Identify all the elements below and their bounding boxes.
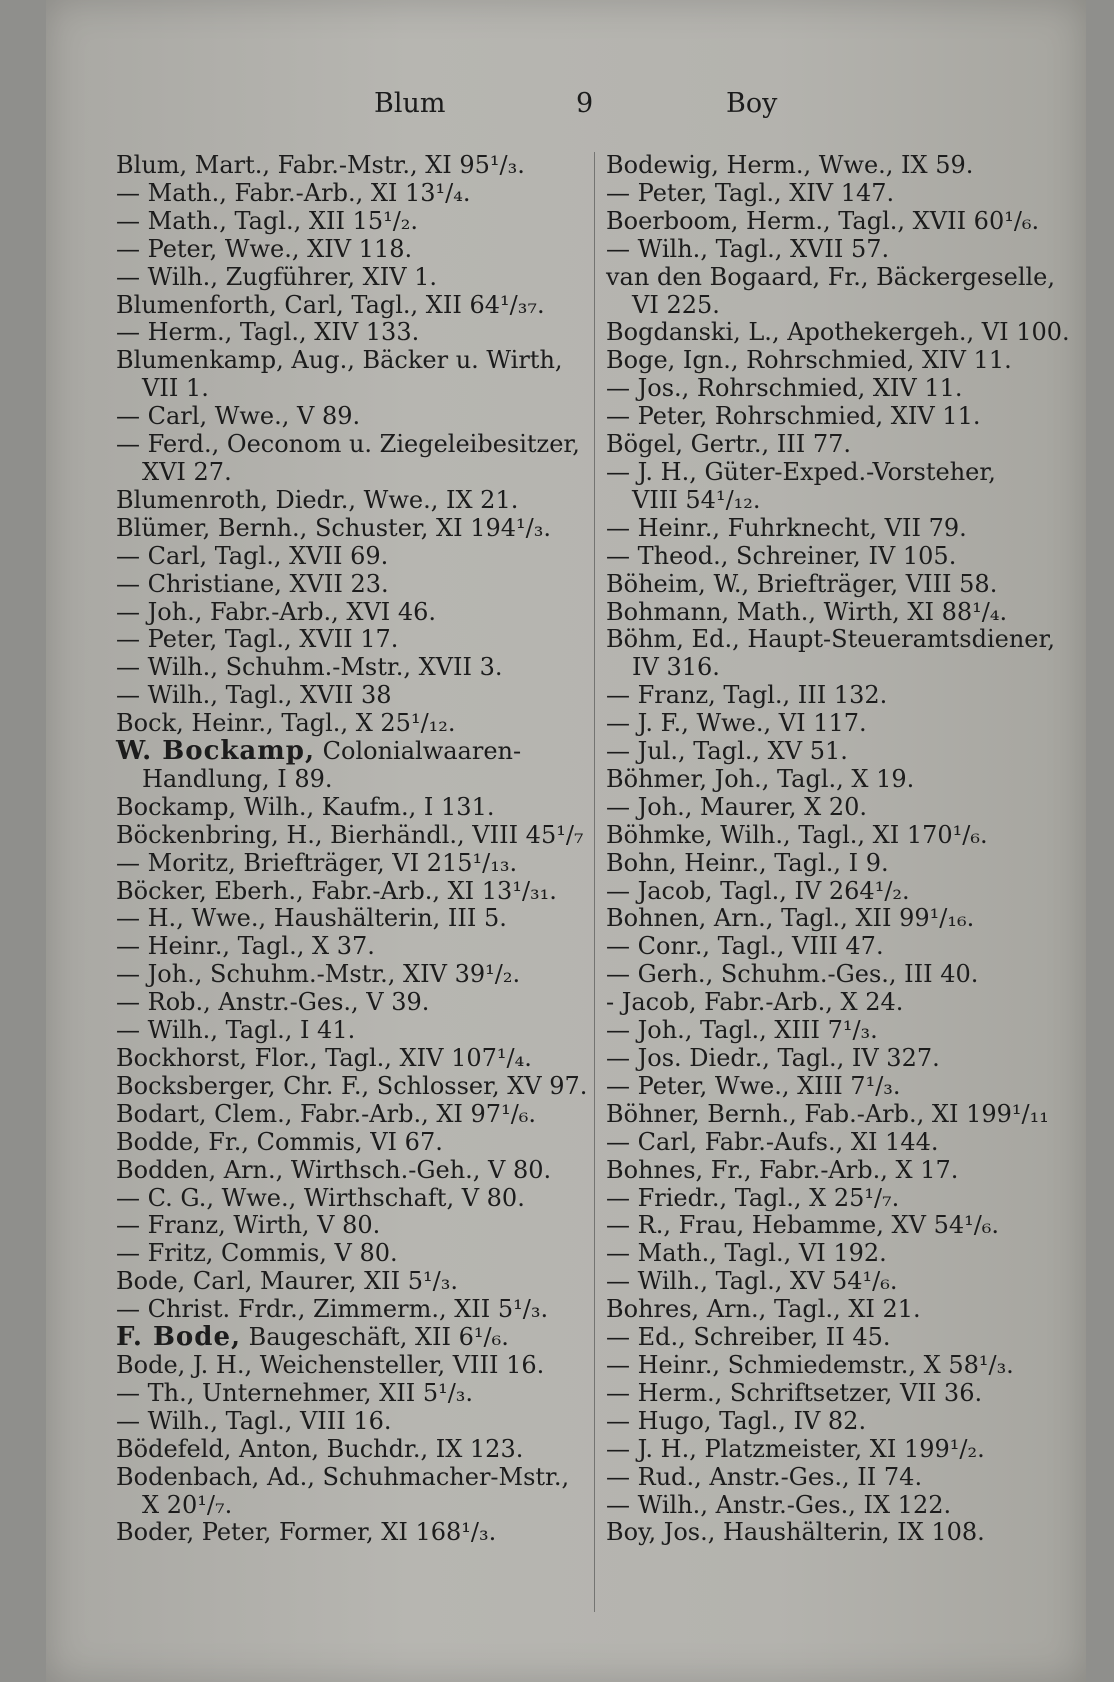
entry-text: — Heinr., Tagl., X 37.: [116, 932, 375, 961]
entry-continuation: Handlung, I 89.: [142, 764, 333, 793]
directory-entry: [116, 487, 596, 515]
entry-text: — Ferd., Oeconom u. Ziegeleibesitzer,: [116, 430, 580, 459]
directory-entry: [606, 180, 1076, 208]
entry-text: — Wilh., Tagl., XV 54¹/₆.: [606, 1267, 898, 1296]
directory-entry: [606, 1380, 1076, 1408]
entry-text: — Peter, Tagl., XVII 17.: [116, 625, 399, 654]
directory-page: [46, 0, 1086, 1682]
entry-text: — Herm., Tagl., XIV 133.: [116, 318, 420, 347]
entry-text: Bockhorst, Flor., Tagl., XIV 107¹/₄.: [116, 1044, 532, 1072]
directory-entry: [606, 905, 1076, 933]
directory-entry: [606, 1073, 1076, 1101]
entry-text: Bogdanski, L., Apothekergeh., VI 100.: [606, 318, 1070, 347]
directory-entry: [116, 1324, 596, 1352]
entry-text: — Wilh., Zugführer, XIV 1.: [116, 262, 438, 291]
directory-entry: [606, 710, 1076, 738]
directory-entry: [116, 961, 596, 989]
directory-entry: [116, 1185, 596, 1213]
entry-text: Böhm, Ed., Haupt-Steueramtsdiener,: [606, 625, 1055, 654]
entry-text: Bode, Carl, Maurer, XII 5¹/₃.: [116, 1267, 458, 1296]
entry-text: — Wilh., Tagl., VIII 16.: [116, 1406, 392, 1435]
directory-entry: [606, 961, 1076, 989]
entry-continuation: VIII 54¹/₁₂.: [632, 485, 761, 514]
directory-entry: [606, 1296, 1076, 1324]
entry-text: Boder, Peter, Former, XI 168¹/₃.: [116, 1518, 497, 1547]
entry-firm-name: F. Bode,: [116, 1322, 242, 1353]
entry-text: — Hugo, Tagl., IV 82.: [606, 1406, 867, 1435]
entry-text: — Jacob, Tagl., IV 264¹/₂.: [606, 876, 910, 905]
directory-entry: [116, 236, 596, 264]
directory-entry: [116, 347, 596, 403]
entry-text: Bohn, Heinr., Tagl., I 9.: [606, 848, 889, 877]
directory-entry: [606, 1212, 1076, 1240]
directory-entry: [116, 1240, 596, 1268]
entry-text: Baugeschäft, XII 6¹/₆.: [241, 1323, 509, 1352]
entry-text: van den Bogaard, Fr., Bäckergeselle,: [606, 262, 1056, 291]
entry-text: — Joh., Fabr.-Arb., XVI 46.: [116, 597, 437, 626]
directory-entry: [606, 264, 1076, 320]
entry-continuation: X 20¹/₇.: [142, 1490, 233, 1519]
entry-text: - Jacob, Fabr.-Arb., X 24.: [606, 988, 904, 1017]
entry-text: — Jos. Diedr., Tagl., IV 327.: [606, 1044, 940, 1072]
directory-entry: [606, 1240, 1076, 1268]
entry-text: — Math., Tagl., VI 192.: [606, 1239, 887, 1268]
entry-continuation: VII 1.: [142, 374, 209, 403]
entry-text: Blümer, Bernh., Schuster, XI 194¹/₃.: [116, 513, 551, 542]
directory-entry: [606, 1101, 1076, 1129]
entry-text: — Math., Tagl., XII 15¹/₂.: [116, 206, 419, 235]
directory-entry: [116, 682, 596, 710]
directory-entry: [606, 599, 1076, 627]
entry-text: — Carl, Tagl., XVII 69.: [116, 541, 389, 570]
directory-entry: [116, 1017, 596, 1045]
entry-text: — Wilh., Schuhm.-Mstr., XVII 3.: [116, 653, 503, 682]
directory-entry: [606, 319, 1076, 347]
directory-entry: [116, 1129, 596, 1157]
directory-entry: [116, 878, 596, 906]
entry-text: Böhmer, Joh., Tagl., X 19.: [606, 764, 915, 793]
entry-text: — Franz, Tagl., III 132.: [606, 681, 888, 710]
entry-text: — Wilh., Tagl., XVII 57.: [606, 234, 890, 263]
directory-entry: [116, 543, 596, 571]
directory-entry: [606, 403, 1076, 431]
entry-text: — Moritz, Briefträger, VI 215¹/₁₃.: [116, 848, 518, 877]
entry-text: — Conr., Tagl., VIII 47.: [606, 932, 884, 961]
directory-entry: [116, 626, 596, 654]
directory-entry: [606, 459, 1076, 515]
entry-text: Bohres, Arn., Tagl., XI 21.: [606, 1295, 921, 1324]
entry-text: — Peter, Wwe., XIII 7¹/₃.: [606, 1071, 901, 1100]
directory-entry: [606, 766, 1076, 794]
entry-text: — Carl, Fabr.-Aufs., XI 144.: [606, 1127, 939, 1156]
entry-text: — Wilh., Tagl., I 41.: [116, 1016, 356, 1045]
directory-entry: [606, 1464, 1076, 1492]
header-left-keyword: Blum: [374, 88, 446, 119]
entry-text: — Wilh., Tagl., XVII 38: [116, 681, 392, 710]
directory-entry: [116, 403, 596, 431]
entry-text: — Wilh., Anstr.-Ges., IX 122.: [606, 1490, 952, 1519]
entry-text: Blumenkamp, Aug., Bäcker u. Wirth,: [116, 346, 563, 375]
directory-entry: [116, 1436, 596, 1464]
directory-entry: [606, 1352, 1076, 1380]
entry-text: Böcker, Eberh., Fabr.-Arb., XI 13¹/₃₁.: [116, 876, 557, 905]
entry-text: Bodde, Fr., Commis, VI 67.: [116, 1127, 443, 1156]
page-header: [46, 88, 1086, 128]
directory-entry: [116, 1380, 596, 1408]
entry-text: — Christ. Frdr., Zimmerm., XII 5¹/₃.: [116, 1295, 549, 1324]
directory-entry: [116, 850, 596, 878]
directory-entry: [606, 1268, 1076, 1296]
directory-entry: [606, 515, 1076, 543]
directory-entry: [116, 933, 596, 961]
entry-text: Bohnen, Arn., Tagl., XII 99¹/₁₆.: [606, 904, 975, 933]
entry-text: Colonialwaaren-: [315, 737, 522, 766]
entry-text: — Joh., Tagl., XIII 7¹/₃.: [606, 1016, 878, 1045]
directory-entry: [606, 1157, 1076, 1185]
directory-entry: [116, 152, 596, 180]
directory-entry: [116, 180, 596, 208]
entry-text: Bohmann, Math., Wirth, XI 88¹/₄.: [606, 597, 1008, 626]
directory-entry: [116, 431, 596, 487]
entry-text: Böhmke, Wilh., Tagl., XI 170¹/₆.: [606, 820, 988, 849]
entry-text: Bocksberger, Chr. F., Schlosser, XV 97.: [116, 1071, 588, 1100]
entry-text: — Math., Fabr.-Arb., XI 13¹/₄.: [116, 178, 471, 207]
column-divider: [594, 152, 595, 1612]
entry-text: — Heinr., Schmiedemstr., X 58¹/₃.: [606, 1350, 1014, 1379]
entry-text: — Th., Unternehmer, XII 5¹/₃.: [116, 1378, 474, 1407]
entry-text: Bockamp, Wilh., Kaufm., I 131.: [116, 792, 495, 821]
directory-entry: [116, 794, 596, 822]
entry-text: — H., Wwe., Haushälterin, III 5.: [116, 904, 507, 933]
entry-text: Böheim, W., Briefträger, VIII 58.: [606, 569, 998, 598]
directory-entry: [606, 1408, 1076, 1436]
directory-entry: [606, 1492, 1076, 1520]
entry-text: — Joh., Schuhm.-Mstr., XIV 39¹/₂.: [116, 960, 521, 989]
entry-text: Blumenroth, Diedr., Wwe., IX 21.: [116, 485, 519, 514]
entry-text: Böhner, Bernh., Fab.-Arb., XI 199¹/₁₁: [606, 1099, 1049, 1128]
entry-text: — Heinr., Fuhrknecht, VII 79.: [606, 513, 967, 542]
entry-text: — Christiane, XVII 23.: [116, 569, 389, 598]
entry-firm-name: W. Bockamp,: [116, 736, 316, 767]
directory-entry: [606, 1129, 1076, 1157]
directory-entry: [116, 1268, 596, 1296]
directory-entry: [116, 738, 596, 794]
entry-text: Bodart, Clem., Fabr.-Arb., XI 97¹/₆.: [116, 1099, 537, 1128]
right-column: [606, 152, 1076, 1547]
directory-entry: [606, 431, 1076, 459]
entry-text: Bode, J. H., Weichensteller, VIII 16.: [116, 1350, 545, 1379]
directory-entry: [116, 515, 596, 543]
directory-entry: [116, 822, 596, 850]
entry-text: — Gerh., Schuhm.-Ges., III 40.: [606, 960, 979, 989]
entry-text: Bock, Heinr., Tagl., X 25¹/₁₂.: [116, 709, 456, 738]
entry-text: — Rud., Anstr.-Ges., II 74.: [606, 1462, 923, 1491]
entry-text: — Fritz, Commis, V 80.: [116, 1239, 398, 1268]
entry-text: — J. H., Güter-Exped.-Vorsteher,: [606, 457, 996, 486]
entry-text: — Peter, Tagl., XIV 147.: [606, 178, 895, 207]
entry-continuation: VI 225.: [632, 290, 720, 319]
directory-entry: [116, 989, 596, 1017]
directory-entry: [116, 1212, 596, 1240]
directory-entry: [606, 850, 1076, 878]
entry-text: — Franz, Wirth, V 80.: [116, 1211, 381, 1240]
entry-text: — Herm., Schriftsetzer, VII 36.: [606, 1378, 983, 1407]
entry-continuation: XVI 27.: [142, 457, 232, 486]
entry-text: Bödefeld, Anton, Buchdr., IX 123.: [116, 1434, 524, 1463]
entry-text: — R., Frau, Hebamme, XV 54¹/₆.: [606, 1211, 1000, 1240]
entry-text: — Theod., Schreiner, IV 105.: [606, 541, 957, 570]
directory-entry: [606, 208, 1076, 236]
directory-entry: [116, 1408, 596, 1436]
directory-entry: [606, 989, 1076, 1017]
directory-entry: [116, 292, 596, 320]
entry-text: Böckenbring, H., Bierhändl., VIII 45¹/₇: [116, 820, 584, 849]
page-number: 9: [576, 88, 594, 119]
entry-text: — J. H., Platzmeister, XI 199¹/₂.: [606, 1434, 985, 1463]
entry-text: Bögel, Gertr., III 77.: [606, 430, 852, 459]
entry-text: — Peter, Rohrschmied, XIV 11.: [606, 402, 981, 431]
entry-text: Boy, Jos., Haushälterin, IX 108.: [606, 1518, 985, 1547]
left-column: [116, 152, 596, 1547]
entry-text: Boerboom, Herm., Tagl., XVII 60¹/₆.: [606, 206, 1040, 235]
directory-entry: [606, 1519, 1076, 1547]
directory-entry: [116, 1519, 596, 1547]
directory-entry: [116, 654, 596, 682]
directory-entry: [606, 738, 1076, 766]
entry-text: — Jul., Tagl., XV 51.: [606, 737, 848, 766]
directory-entry: [606, 933, 1076, 961]
directory-entry: [606, 347, 1076, 375]
directory-entry: [116, 1157, 596, 1185]
directory-entry: [606, 1185, 1076, 1213]
directory-entry: [116, 710, 596, 738]
directory-entry: [606, 543, 1076, 571]
directory-entry: [116, 319, 596, 347]
directory-entry: [116, 1464, 596, 1520]
directory-entry: [606, 1436, 1076, 1464]
directory-entry: [116, 208, 596, 236]
directory-entry: [606, 1017, 1076, 1045]
entry-text: Bodden, Arn., Wirthsch.-Geh., V 80.: [116, 1155, 552, 1184]
directory-entry: [606, 794, 1076, 822]
header-right-keyword: Boy: [726, 88, 778, 119]
directory-entry: [606, 152, 1076, 180]
entry-text: — Carl, Wwe., V 89.: [116, 402, 361, 431]
entry-text: — Friedr., Tagl., X 25¹/₇.: [606, 1183, 900, 1212]
entry-text: — Ed., Schreiber, II 45.: [606, 1323, 891, 1352]
directory-entry: [116, 1296, 596, 1324]
directory-entry: [606, 1324, 1076, 1352]
directory-entry: [116, 1045, 596, 1073]
entry-text: — Rob., Anstr.-Ges., V 39.: [116, 988, 430, 1017]
entry-continuation: IV 316.: [632, 653, 720, 682]
entry-text: — C. G., Wwe., Wirthschaft, V 80.: [116, 1183, 525, 1212]
entry-text: Boge, Ign., Rohrschmied, XIV 11.: [606, 346, 1012, 375]
entry-text: — Jos., Rohrschmied, XIV 11.: [606, 374, 963, 403]
directory-entry: [606, 375, 1076, 403]
directory-entry: [606, 626, 1076, 682]
entry-text: Blum, Mart., Fabr.-Mstr., XI 95¹/₃.: [116, 151, 525, 179]
directory-entry: [116, 571, 596, 599]
directory-entry: [116, 905, 596, 933]
directory-entry: [116, 1073, 596, 1101]
directory-entry: [606, 682, 1076, 710]
entry-text: Bodenbach, Ad., Schuhmacher-Mstr.,: [116, 1462, 570, 1491]
directory-entry: [606, 571, 1076, 599]
directory-entry: [606, 822, 1076, 850]
entry-text: Bohnes, Fr., Fabr.-Arb., X 17.: [606, 1155, 959, 1184]
entry-text: — J. F., Wwe., VI 117.: [606, 709, 867, 738]
directory-entry: [116, 264, 596, 292]
entry-text: Bodewig, Herm., Wwe., IX 59.: [606, 151, 974, 179]
entry-text: Blumenforth, Carl, Tagl., XII 64¹/₃₇.: [116, 290, 545, 319]
entry-text: — Joh., Maurer, X 20.: [606, 792, 868, 821]
directory-entry: [606, 1045, 1076, 1073]
directory-entry: [606, 878, 1076, 906]
entry-text: — Peter, Wwe., XIV 118.: [116, 234, 413, 263]
directory-entry: [116, 599, 596, 627]
directory-entry: [606, 236, 1076, 264]
directory-entry: [116, 1101, 596, 1129]
directory-entry: [116, 1352, 596, 1380]
